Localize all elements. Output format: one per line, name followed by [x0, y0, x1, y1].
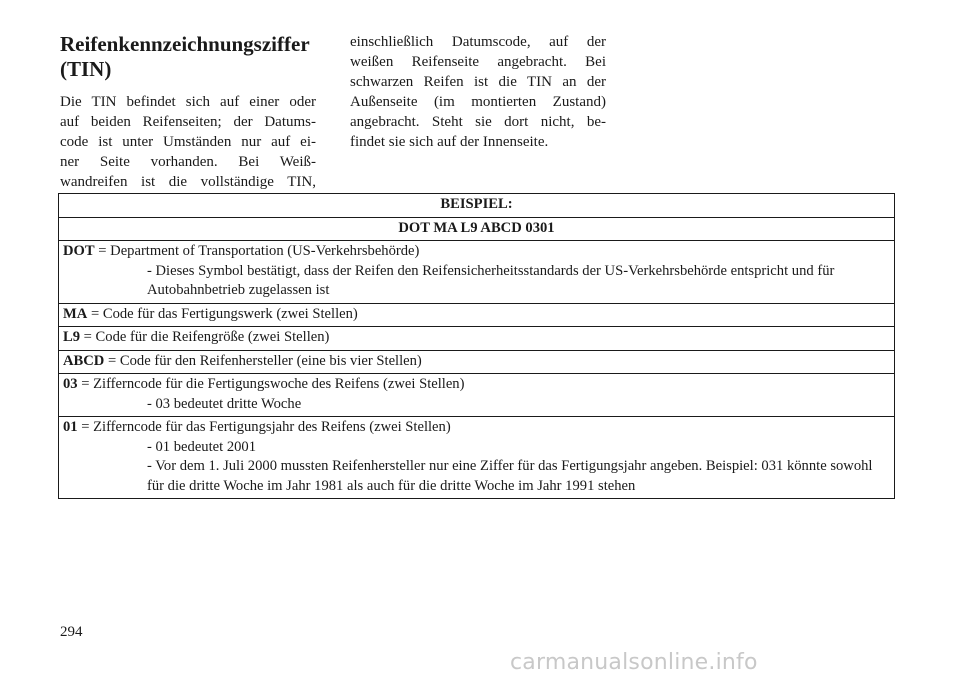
table-row — [59, 327, 895, 351]
code-description: = Zifferncode für die Fertigungswoche des Reifens (zwei Stellen) — [77, 376, 465, 392]
code-note: - 03 bedeutet dritte Woche — [147, 395, 302, 412]
table-row — [59, 241, 895, 304]
section-heading: Reifenkennzeichnungsziffer (TIN) — [60, 32, 310, 81]
table-header: BEISPIEL: — [59, 194, 895, 218]
table-cell — [59, 241, 895, 304]
text-line: weißen Reifenseite angebracht. Bei — [350, 54, 606, 70]
text-line: Außenseite (im montierten Zustand) — [350, 94, 606, 110]
code-description: = Department of Transportation (US-Verkehrsbehörde) — [94, 243, 420, 259]
table-header-row — [59, 194, 895, 218]
text-line: auf beiden Reifenseiten; der Datums- — [60, 114, 316, 130]
text-line: ner Seite vorhanden. Bei Weiß- — [60, 154, 316, 170]
code-description: = Code für die Reifengröße (zwei Stellen) — [80, 329, 330, 345]
code-definition — [63, 242, 890, 262]
watermark: carmanualsonline.info — [510, 650, 758, 675]
code-definition — [63, 418, 890, 438]
code-description: = Zifferncode für das Fertigungsjahr des Reifens (zwei Stellen) — [77, 419, 451, 435]
text-line: angebracht. Steht sie dort nicht, be- — [350, 114, 606, 130]
table-cell — [59, 417, 895, 499]
code-definition — [63, 305, 890, 325]
text-line: code ist unter Umständen nur auf ei- — [60, 134, 316, 150]
table-row — [59, 303, 895, 327]
code-definition — [63, 328, 890, 348]
code-note: - 01 bedeutet 2001 — [147, 438, 257, 455]
intro-column-left — [60, 92, 316, 192]
table-cell — [59, 350, 895, 374]
code-definition — [63, 352, 890, 372]
code-label: ABCD — [63, 352, 105, 369]
code-note: - Vor dem 1. Juli 2000 mussten Reifenhersteller nur eine Ziffer für das Fertigungsjahr angeben. Beispiel: 031 könnte sowohl für die dritte Woche im Jahr 1981 als auch für die dritte Woche im Jahr 1991 stehen — [147, 458, 873, 494]
code-label: 01 — [63, 419, 78, 435]
page-number: 294 — [60, 624, 83, 640]
intro-column-right — [350, 32, 606, 152]
table-cell — [59, 327, 895, 351]
code-description: = Code für den Reifenhersteller (eine bis vier Stellen) — [104, 352, 422, 369]
code-label: MA — [63, 305, 88, 322]
code-description: = Code für das Fertigungswerk (zwei Stellen) — [87, 305, 358, 322]
table-example-row — [59, 217, 895, 241]
example-code: DOT MA L9 ABCD 0301 — [59, 217, 895, 241]
text-line: einschließlich Datumscode, auf der — [350, 34, 606, 50]
code-definition — [63, 375, 890, 395]
text-line: Die TIN befindet sich auf einer oder — [60, 94, 316, 110]
text-line: schwarzen Reifen ist die TIN an der — [350, 74, 606, 90]
text-line: wandreifen ist die vollständige TIN, — [60, 174, 316, 190]
code-label: DOT — [63, 243, 95, 259]
text-line: findet sie sich auf der Innenseite. — [350, 134, 549, 150]
code-label: 03 — [63, 376, 78, 392]
tin-example-table — [58, 193, 895, 499]
table-row — [59, 350, 895, 374]
table-cell — [59, 303, 895, 327]
code-label: L9 — [63, 329, 81, 345]
table-cell — [59, 374, 895, 417]
table-row — [59, 374, 895, 417]
code-note: - Dieses Symbol bestätigt, dass der Reifen den Reifensicherheitsstandards der US-Verkehrsbehörde entspricht und für Autobahnbetrieb zugelassen ist — [147, 262, 835, 298]
table-row — [59, 417, 895, 499]
